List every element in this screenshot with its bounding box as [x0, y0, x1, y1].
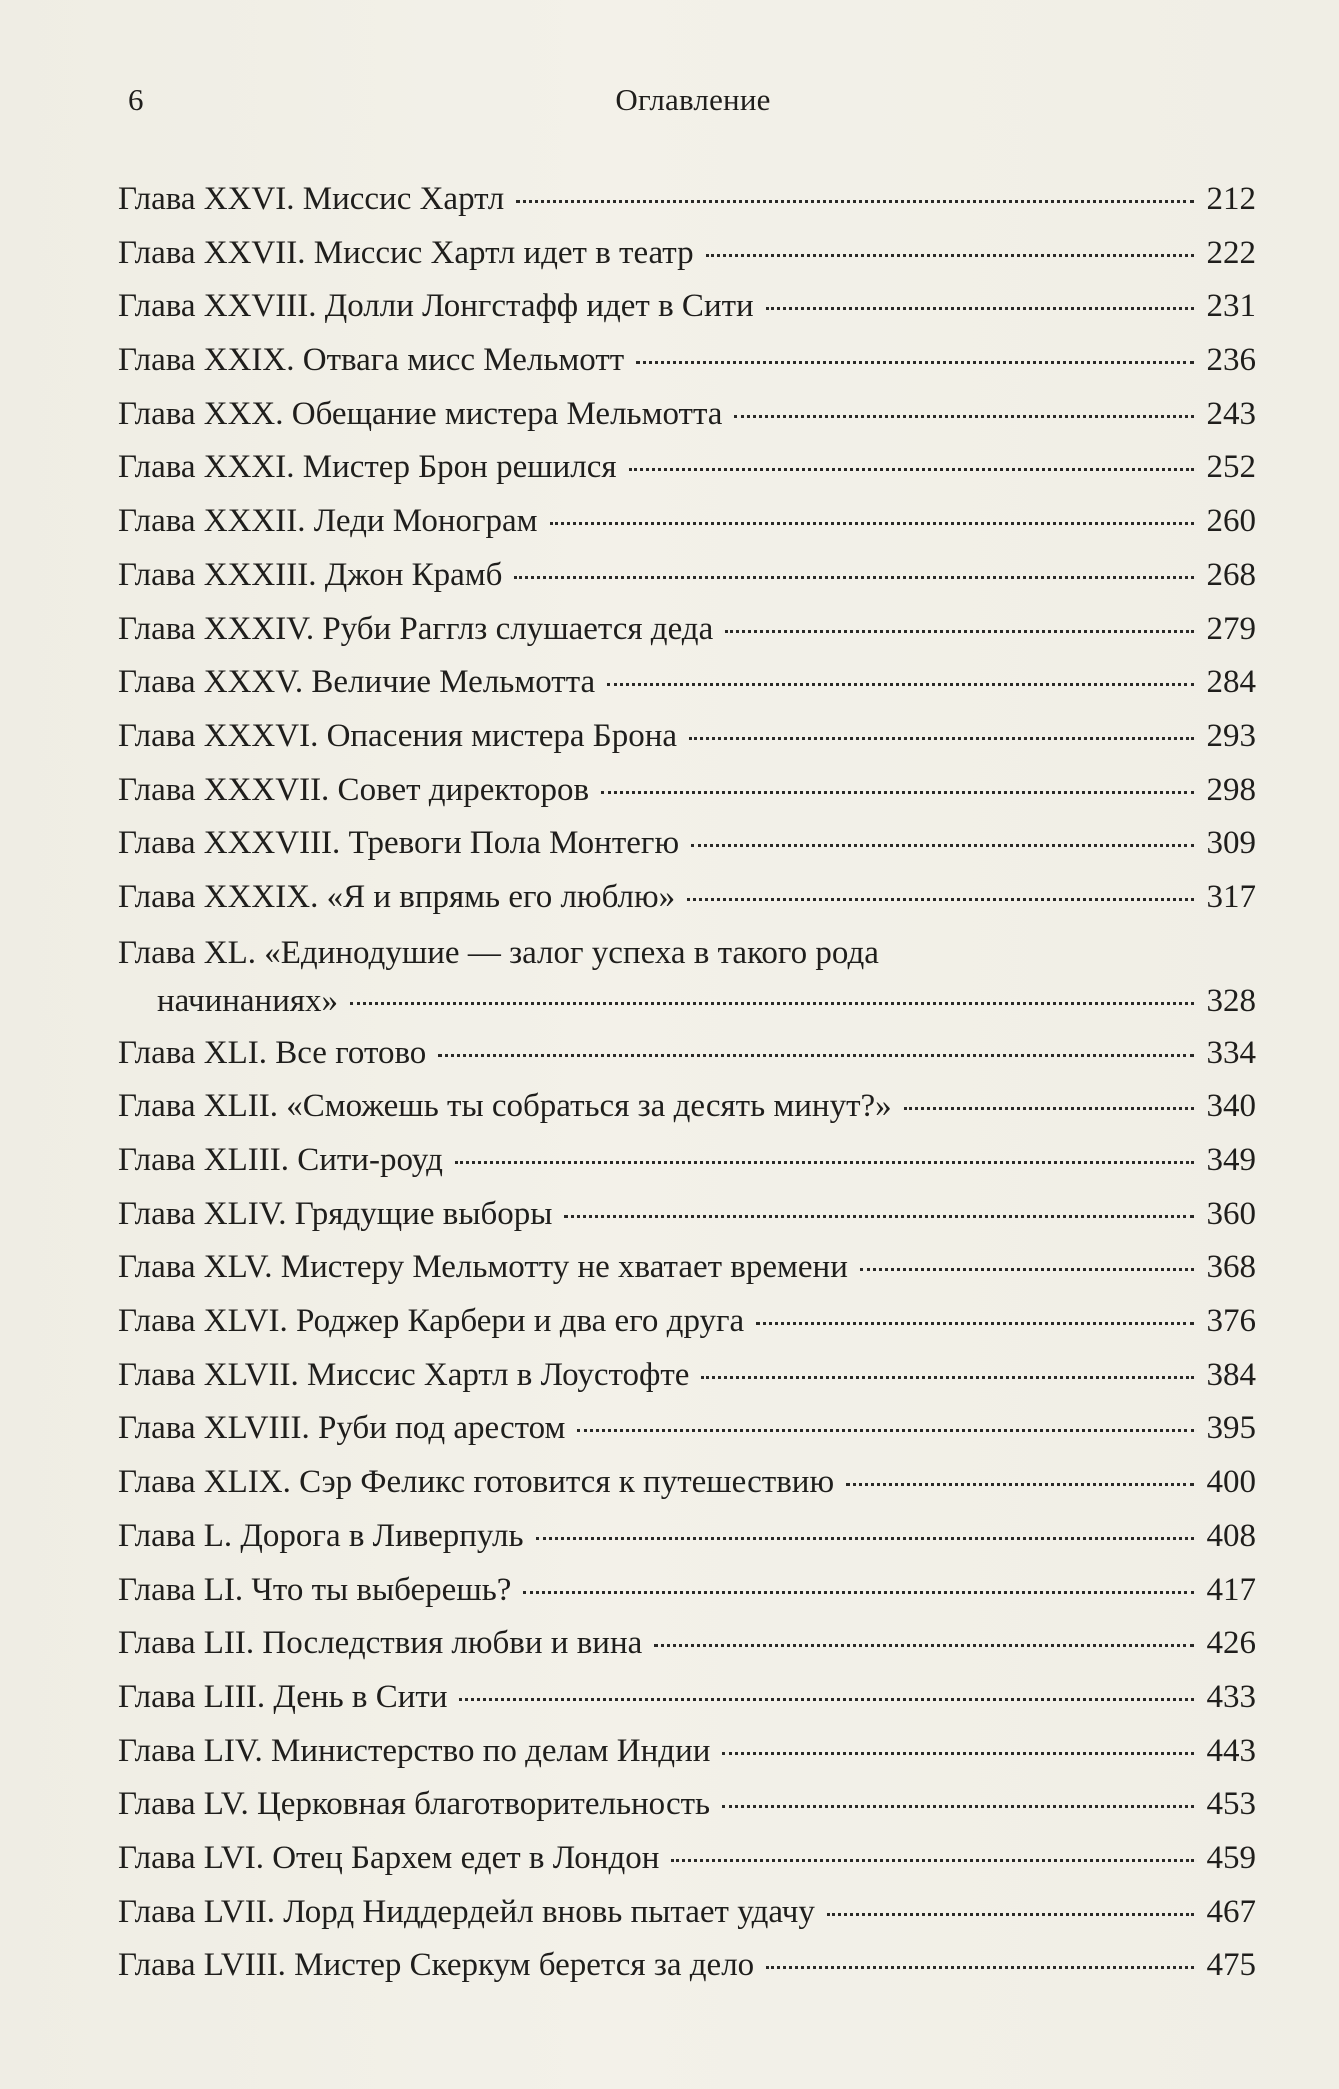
toc-entry-title: Глава XXXV. Величие Мельмотта: [118, 664, 596, 701]
dot-leader: [722, 1804, 1194, 1808]
table-of-contents: [118, 173, 1256, 1993]
toc-entry[interactable]: [118, 495, 1256, 549]
dot-leader: [860, 1267, 1194, 1271]
dot-leader: [550, 521, 1194, 525]
toc-entry[interactable]: [118, 925, 1256, 1027]
toc-entry-page: 349: [1206, 1142, 1256, 1178]
dot-leader: [706, 253, 1194, 257]
toc-entry-title: Глава XXXVI. Опасения мистера Брона: [118, 717, 678, 754]
dot-leader: [455, 1160, 1194, 1164]
dot-leader: [691, 843, 1194, 847]
toc-entry[interactable]: [118, 280, 1256, 334]
toc-entry[interactable]: [118, 173, 1256, 227]
toc-entry-page: 417: [1206, 1571, 1256, 1608]
dot-leader: [734, 414, 1194, 418]
toc-entry[interactable]: [118, 1725, 1256, 1779]
dot-leader: [766, 1965, 1194, 1969]
toc-entry[interactable]: [118, 871, 1256, 925]
toc-entry-page: 212: [1206, 181, 1256, 217]
toc-entry-title: Глава XLVIII. Руби под арестом: [118, 1410, 566, 1447]
dot-leader: [577, 1428, 1194, 1432]
toc-entry-page: 252: [1206, 449, 1256, 486]
toc-entry[interactable]: [118, 441, 1256, 495]
dot-leader: [601, 790, 1194, 794]
toc-entry-page: 467: [1206, 1893, 1256, 1930]
toc-entry[interactable]: [118, 1349, 1256, 1403]
toc-entry-page: 400: [1206, 1464, 1256, 1501]
toc-entry-title: Глава L. Дорога в Ливерпуль: [118, 1517, 524, 1554]
toc-entry[interactable]: [118, 1939, 1256, 1993]
toc-entry-page: 317: [1206, 878, 1256, 915]
toc-entry-page: 334: [1206, 1034, 1256, 1071]
toc-entry-page: 284: [1206, 664, 1256, 701]
toc-entry-title: Глава LVI. Отец Бархем едет в Лондон: [118, 1839, 660, 1876]
toc-entry-title: Глава LVII. Лорд Ниддердейл вновь пытает удачу: [118, 1893, 815, 1930]
toc-entry[interactable]: [118, 388, 1256, 442]
toc-entry-page: 236: [1206, 342, 1256, 379]
toc-entry[interactable]: [118, 1241, 1256, 1295]
dot-leader: [701, 1375, 1194, 1379]
toc-entry-title: Глава XXXI. Мистер Брон решился: [118, 449, 617, 486]
toc-entry-title: Глава LI. Что ты выберешь?: [118, 1571, 512, 1608]
toc-entry-page: 293: [1206, 717, 1256, 754]
toc-entry[interactable]: [118, 1295, 1256, 1349]
toc-entry-title: Глава XXX. Обещание мистера Мельмотта: [118, 395, 723, 432]
toc-entry-continuation: [118, 977, 1256, 1025]
dot-leader: [438, 1053, 1194, 1057]
toc-entry-title: Глава XLIII. Сити-роуд: [118, 1142, 443, 1178]
dot-leader: [846, 1482, 1194, 1486]
toc-entry[interactable]: [118, 1617, 1256, 1671]
toc-entry-page: 309: [1206, 825, 1256, 862]
dot-leader: [722, 1751, 1194, 1755]
toc-entry[interactable]: [118, 1188, 1256, 1242]
toc-entry-title: Глава XLIV. Грядущие выборы: [118, 1195, 553, 1232]
dot-leader: [671, 1858, 1194, 1862]
dot-leader: [827, 1912, 1194, 1916]
toc-entry[interactable]: [118, 1402, 1256, 1456]
dot-leader: [689, 736, 1194, 740]
toc-entry-title: Глава XXIX. Отвага мисс Мельмотт: [118, 342, 625, 379]
toc-entry-title: Глава XLVII. Миссис Хартл в Лоустофте: [118, 1356, 690, 1393]
toc-entry[interactable]: [118, 656, 1256, 710]
toc-entry-title: Глава XXXIX. «Я и впрямь его люблю»: [118, 878, 676, 915]
toc-entry[interactable]: [118, 227, 1256, 281]
toc-entry-title: Глава LIII. День в Сити: [118, 1678, 448, 1715]
toc-entry-page: 298: [1206, 771, 1256, 808]
toc-entry[interactable]: [118, 1778, 1256, 1832]
dot-leader: [523, 1590, 1194, 1594]
section-title: Оглавление: [615, 82, 771, 117]
dot-leader: [766, 306, 1194, 310]
toc-entry-title-line1: Глава XL. «Единодушие — залог успеха в такого рода: [118, 934, 879, 971]
toc-entry-page: 268: [1206, 556, 1256, 593]
dot-leader: [654, 1643, 1194, 1647]
dot-leader: [687, 897, 1194, 901]
toc-entry-page: 328: [1206, 982, 1256, 1019]
toc-entry-title: Глава XLV. Мистеру Мельмотту не хватает времени: [118, 1249, 848, 1286]
dot-leader: [756, 1321, 1194, 1325]
toc-entry-page: 222: [1206, 234, 1256, 271]
running-head: [128, 78, 1258, 122]
toc-entry-page: 384: [1206, 1356, 1256, 1393]
toc-entry-title: Глава XXVIII. Долли Лонгстафф идет в Сити: [118, 288, 754, 325]
dot-leader: [350, 1001, 1194, 1005]
dot-leader: [459, 1697, 1194, 1701]
toc-entry[interactable]: [118, 1134, 1256, 1188]
toc-entry[interactable]: [118, 1564, 1256, 1618]
toc-entry-title: Глава LIV. Министерство по делам Индии: [118, 1732, 711, 1769]
toc-entry-page: 368: [1206, 1249, 1256, 1286]
dot-leader: [536, 1536, 1195, 1540]
toc-entry-page: 426: [1206, 1625, 1256, 1662]
toc-entry-page: 475: [1206, 1947, 1256, 1984]
page-number: 6: [128, 82, 144, 117]
toc-entry-title: Глава XLI. Все готово: [118, 1034, 427, 1071]
toc-entry-page: 459: [1206, 1839, 1256, 1876]
toc-entry-page: 408: [1206, 1517, 1256, 1554]
toc-entry-page: 243: [1206, 395, 1256, 432]
toc-entry-title: Глава XXVI. Миссис Хартл: [118, 181, 505, 217]
toc-entry-title: Глава XXXII. Леди Монограм: [118, 503, 538, 540]
toc-entry-page: 433: [1206, 1678, 1256, 1715]
toc-entry-title: Глава LII. Последствия любви и вина: [118, 1625, 643, 1662]
toc-entry[interactable]: [118, 1027, 1256, 1081]
toc-entry-page: 360: [1206, 1195, 1256, 1232]
toc-entry[interactable]: [118, 1671, 1256, 1725]
toc-entry[interactable]: [118, 603, 1256, 657]
toc-entry[interactable]: [118, 549, 1256, 603]
toc-entry[interactable]: [118, 1510, 1256, 1564]
toc-entry[interactable]: [118, 1080, 1256, 1134]
toc-entry-title-line2: начинаниях»: [157, 982, 339, 1019]
toc-entry-title: Глава LVIII. Мистер Скеркум берется за дело: [118, 1947, 755, 1984]
toc-entry[interactable]: [118, 334, 1256, 388]
toc-entry-title: Глава XXXVII. Совет директоров: [118, 771, 590, 808]
toc-entry-page: 395: [1206, 1410, 1256, 1447]
dot-leader: [629, 467, 1194, 471]
toc-entry-title: Глава XLVI. Роджер Карбери и два его друга: [118, 1303, 745, 1340]
toc-entry-title: Глава XLII. «Сможешь ты собраться за десять минут?»: [118, 1088, 892, 1125]
toc-entry-page: 443: [1206, 1732, 1256, 1769]
toc-entry-page: 260: [1206, 503, 1256, 540]
dot-leader: [516, 199, 1194, 203]
toc-entry[interactable]: [118, 1886, 1256, 1940]
dot-leader: [514, 575, 1194, 579]
dot-leader: [636, 360, 1194, 364]
toc-entry[interactable]: [118, 1456, 1256, 1510]
toc-entry[interactable]: [118, 764, 1256, 818]
toc-entry-title: Глава XXXVIII. Тревоги Пола Монтегю: [118, 825, 680, 862]
toc-entry-title: Глава XXXIII. Джон Крамб: [118, 556, 503, 593]
dot-leader: [564, 1214, 1194, 1218]
toc-entry-page: 279: [1206, 610, 1256, 647]
toc-entry-title: Глава XLIX. Сэр Феликс готовится к путешествию: [118, 1464, 835, 1501]
toc-entry-page: 231: [1206, 288, 1256, 325]
toc-entry[interactable]: [118, 817, 1256, 871]
toc-entry-title: Глава XXXIV. Руби Рагглз слушается деда: [118, 610, 714, 647]
toc-entry-page: 376: [1206, 1303, 1256, 1340]
toc-entry-page: 340: [1206, 1088, 1256, 1125]
dot-leader: [725, 629, 1194, 633]
toc-entry-title: Глава XXVII. Миссис Хартл идет в театр: [118, 234, 694, 271]
dot-leader: [904, 1106, 1194, 1110]
dot-leader: [607, 682, 1194, 686]
toc-entry[interactable]: [118, 710, 1256, 764]
toc-entry-page: 453: [1206, 1786, 1256, 1823]
toc-entry-title: Глава LV. Церковная благотворительность: [118, 1786, 711, 1823]
toc-entry[interactable]: [118, 1832, 1256, 1886]
